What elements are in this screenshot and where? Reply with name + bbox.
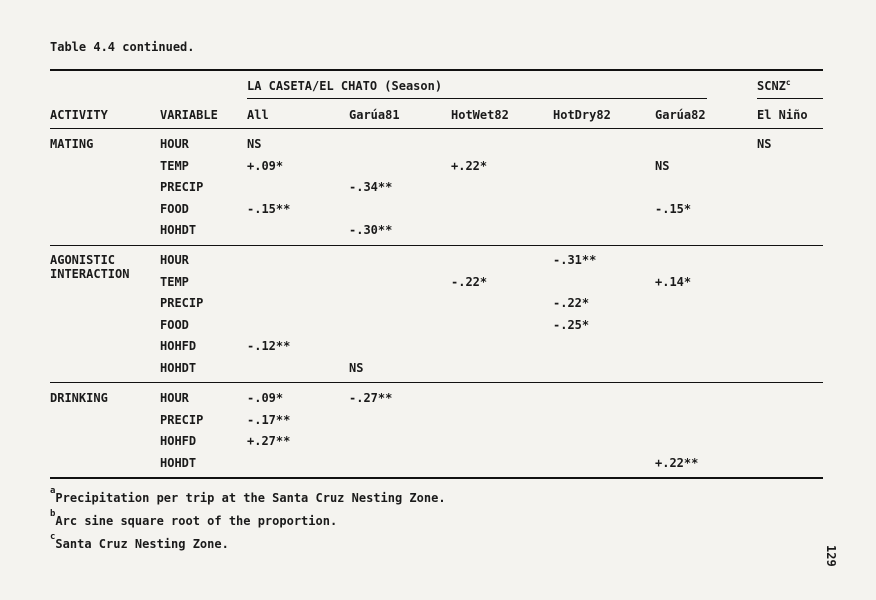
table-cell: -.25* — [553, 317, 590, 332]
column-header: HotDry82 — [553, 108, 611, 122]
variable-label: PRECIP — [160, 296, 204, 311]
top-rule — [50, 69, 823, 71]
column-header: Garúa82 — [655, 108, 706, 122]
table-cell: -.27** — [349, 391, 393, 405]
variable-header: VARIABLE — [160, 108, 218, 122]
variable-label: TEMP — [160, 274, 189, 289]
variable-label: HOUR — [160, 137, 189, 151]
activity-label: DRINKING — [50, 391, 108, 405]
variable-label: HOHFD — [160, 434, 197, 449]
column-header: Garúa81 — [349, 108, 400, 122]
table-cell: -.17** — [247, 412, 291, 427]
variable-label: HOHDT — [160, 455, 197, 470]
scnz-footnote-mark: c — [785, 78, 791, 87]
variable-label: HOHFD — [160, 339, 197, 354]
footnote-a: $^a$Precipitation per trip at the Santa Cruz Nesting Zone. — [50, 486, 446, 505]
variable-label: PRECIP — [160, 180, 204, 195]
section-rule — [50, 245, 823, 246]
table-cell: +.09* — [247, 158, 284, 173]
footnote-mark: a — [50, 486, 56, 496]
table-cell: -.15* — [655, 201, 692, 216]
footnote-b: $^b$Arc sine square root of the proportion. — [50, 509, 338, 528]
table-cell: -.15** — [247, 201, 291, 216]
activity-label: MATING — [50, 137, 94, 151]
section-rule — [50, 477, 823, 479]
column-header: HotWet82 — [451, 108, 509, 122]
table-cell: +.22** — [655, 455, 699, 470]
header-rule — [50, 128, 823, 129]
table-cell: +.14* — [655, 274, 692, 289]
table-cell: NS — [247, 137, 262, 151]
scnz-underline — [757, 98, 823, 99]
variable-label: PRECIP — [160, 412, 204, 427]
table-cell: -.12** — [247, 339, 291, 354]
column-header: All — [247, 108, 269, 122]
variable-label: HOHDT — [160, 223, 197, 238]
table-cell: -.34** — [349, 180, 393, 195]
activity-header: ACTIVITY — [50, 108, 108, 122]
variable-label: HOUR — [160, 253, 189, 267]
group-underline — [247, 98, 707, 99]
scnz-header: SCNZ$^c$ — [757, 78, 791, 93]
table-cell: -.09* — [247, 391, 284, 405]
variable-label: HOUR — [160, 391, 189, 405]
column-header: El Niño — [757, 108, 808, 122]
page-number: 129 — [824, 545, 838, 567]
group-header: LA CASETA/EL CHATO (Season) — [247, 79, 443, 93]
table-cell: -.31** — [553, 253, 597, 267]
table-cell: -.30** — [349, 223, 393, 238]
table-cell: NS — [757, 137, 772, 151]
variable-label: HOHDT — [160, 361, 197, 375]
footnote-mark: c — [50, 532, 56, 542]
table-cell: +.22* — [451, 158, 488, 173]
footnote-c: $^c$Santa Cruz Nesting Zone. — [50, 532, 229, 551]
table-cell: -.22* — [553, 296, 590, 311]
table-cell: +.27** — [247, 434, 291, 449]
variable-label: FOOD — [160, 201, 189, 216]
activity-label: INTERACTION — [50, 267, 130, 281]
variable-label: TEMP — [160, 158, 189, 173]
table-caption: Table 4.4 continued. — [50, 40, 195, 54]
section-rule — [50, 382, 823, 383]
activity-label: AGONISTIC — [50, 253, 116, 267]
footnote-mark: b — [50, 509, 56, 519]
table-cell: -.22* — [451, 274, 488, 289]
variable-label: FOOD — [160, 317, 189, 332]
table-cell: NS — [349, 361, 364, 375]
table-cell: NS — [655, 158, 670, 173]
